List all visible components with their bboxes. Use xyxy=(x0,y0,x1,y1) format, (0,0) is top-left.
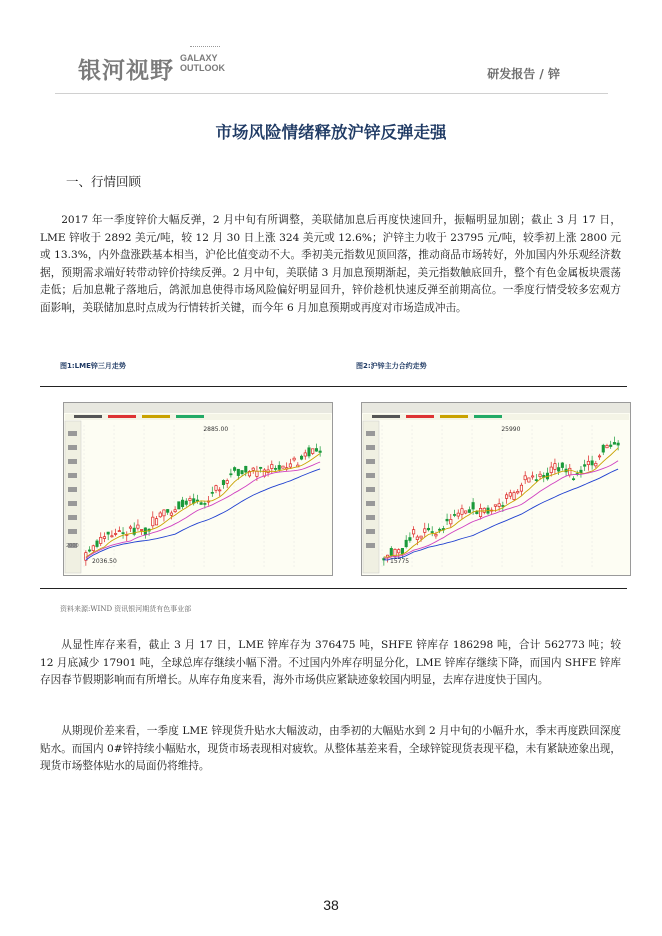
candle-body xyxy=(137,525,139,528)
candle-body xyxy=(420,536,422,538)
legend-swatch xyxy=(142,415,170,418)
paragraph-1: 2017 年一季度锌价大幅反弹，2 月中旬有所调整，美联储加息后再度快速回升，振幅明显加剧；截止 3 月 17 日，LME 锌收于 2892 美元/吨，较 12 月 30 日上涨 324 美元或 12.6%；沪锌主力收于 23795 元/吨，较季初上涨 2800 元或 13.3%，内外盘涨跌基本相当，沪伦比值变动不大。季初美元指数见顶回落，推动商品市场转好，外加国内外乐观经济数据，预期需求端好转带动锌价持续反弹。2 月中旬，美联储 3 月加息预期渐起，美元指数触底回升，整个有色金属板块震荡走低；后加息靴子落地后，鸽派加息使得市场风险偏好明显回升，锌价趁机快速反弹至前期高位。一季度行情受较多宏观方面影响，美联储加息时点成为行情转折关键，而今年 6 月加息预期或再度对市场造成冲击。 xyxy=(40,214,621,314)
candle-body xyxy=(230,474,232,475)
candle-body xyxy=(111,536,113,537)
candle-body xyxy=(587,461,589,464)
candle-body xyxy=(591,461,593,465)
legend-swatch xyxy=(176,415,204,418)
sidebar-glyph xyxy=(366,543,375,548)
candle-body xyxy=(509,493,511,496)
candle-body xyxy=(233,468,235,471)
moving-average-long xyxy=(86,469,320,560)
candle-body xyxy=(256,471,258,476)
candle-body xyxy=(494,505,496,506)
candle-body xyxy=(520,485,522,491)
candle-body xyxy=(535,480,537,481)
sidebar-glyph xyxy=(366,487,375,492)
candle-body xyxy=(245,466,247,472)
sidebar-glyph xyxy=(68,473,77,478)
paragraph-2: 从显性库存来看，截止 3 月 17 日，LME 锌库存为 376475 吨，SHFE 锌库存 186298 吨，合计 562773 吨；较 12 月底减少 17901 吨，全球总库存继续小幅下滑。不过国内外库存明显分化，LME 锌库存继续下降，而国内 SHFE 锌库存因春节假期影响而有所增长。从库存角度来看，海外市场供应紧缺迹象较国内明显，去库存进度快于国内。 xyxy=(40,639,621,687)
page-title: 市场风险情绪释放沪锌反弹走强 xyxy=(215,123,447,142)
candle-body xyxy=(241,471,243,474)
candle-body xyxy=(152,517,154,526)
lme-zinc-chart-svg xyxy=(64,403,332,575)
candle-body xyxy=(502,505,504,506)
candle-body xyxy=(170,513,172,515)
candle-body xyxy=(100,537,102,543)
candle-body xyxy=(479,508,481,516)
candle-body xyxy=(114,533,116,534)
legend-swatch xyxy=(108,415,136,418)
sidebar-glyph xyxy=(68,515,77,520)
candle-body xyxy=(561,463,563,468)
candle-body xyxy=(617,443,619,445)
candle-body xyxy=(122,533,124,534)
candle-body xyxy=(140,529,142,530)
candle-body xyxy=(457,513,459,516)
sidebar-glyph xyxy=(68,529,77,534)
moving-average-short xyxy=(86,454,320,558)
candle-body xyxy=(416,537,418,540)
candle-body xyxy=(409,538,411,541)
candle-body xyxy=(118,531,120,532)
candle-body xyxy=(222,480,224,484)
high-price-label: 2885.00 xyxy=(203,426,229,433)
candle-body xyxy=(550,467,552,473)
logo-cn: 银河视野 xyxy=(78,58,174,84)
candle-body xyxy=(304,453,306,456)
page-number: 38 xyxy=(323,897,339,913)
chart-toolbar xyxy=(64,403,332,413)
candle-body xyxy=(300,456,302,459)
candle-body xyxy=(464,511,466,513)
paragraph-3: 从期现价差来看，一季度 LME 锌现货升贴水大幅波动，由季初的大幅贴水到 2 月中旬的小幅升水，季末再度跌回深度贴水。而国内 0#锌持续小幅贴水，现货市场表现相对疲软。从整体基差来看，全球锌锭现货表现平稳，未有紧缺迹象出现，现货市场整体贴水的局面仍将维持。 xyxy=(40,725,621,773)
figure-1-label: 图1:LME锌三月走势 xyxy=(60,362,126,370)
candle-body xyxy=(524,476,526,480)
sidebar-glyph xyxy=(68,501,77,506)
candle-body xyxy=(513,493,515,500)
moving-average-mid xyxy=(86,462,320,558)
candle-body xyxy=(517,491,519,492)
figure-rule-top xyxy=(40,386,627,387)
sidebar-glyph xyxy=(366,501,375,506)
candle-body xyxy=(308,448,310,456)
candle-body xyxy=(259,467,261,468)
high-price-label: 25990 xyxy=(501,426,521,433)
candle-body xyxy=(204,503,206,504)
section-heading: 一、行情回顾 xyxy=(66,174,142,189)
candle-body xyxy=(178,502,180,509)
figure-2-label: 图2:沪锌主力合约走势 xyxy=(356,362,427,370)
chart-sidebar xyxy=(363,421,379,573)
chart-sidebar xyxy=(65,421,81,573)
candle-body xyxy=(610,445,612,446)
candle-body xyxy=(163,510,165,516)
candle-body xyxy=(453,514,455,515)
source-note: 资料来源:WIND 资讯银河期货有色事业部 xyxy=(60,605,192,613)
candle-body xyxy=(431,532,433,533)
low-price-label: 15775 xyxy=(390,558,410,565)
candle-body xyxy=(461,509,463,515)
candle-body xyxy=(613,442,615,444)
candle-body xyxy=(505,495,507,499)
candle-body xyxy=(606,445,608,447)
candle-body xyxy=(237,469,239,475)
candle-body xyxy=(498,504,500,507)
candle-body xyxy=(274,468,276,469)
candle-body xyxy=(472,503,474,510)
low-price-label: 2036.50 xyxy=(92,558,117,565)
candle-body xyxy=(219,490,221,491)
candle-body xyxy=(103,537,105,539)
legend-swatch xyxy=(440,415,468,418)
sidebar-glyph xyxy=(68,431,77,436)
candle-body xyxy=(293,458,295,460)
candle-body xyxy=(252,468,254,470)
candle-body xyxy=(159,513,161,517)
candle-body xyxy=(401,548,403,553)
candle-body xyxy=(211,492,213,493)
candle-body xyxy=(278,465,280,469)
candle-body xyxy=(88,550,90,551)
moving-average-long xyxy=(384,469,618,560)
chart-toolbar xyxy=(362,403,630,413)
candle-body xyxy=(412,530,414,534)
sidebar-glyph xyxy=(366,529,375,534)
candle-body xyxy=(446,519,448,521)
candle-body xyxy=(424,529,426,533)
sidebar-glyph xyxy=(68,487,77,492)
candle-body xyxy=(554,464,556,470)
candle-body xyxy=(569,468,571,475)
candle-body xyxy=(226,481,228,484)
shfe-zinc-chart-svg xyxy=(362,403,630,575)
candle-body xyxy=(319,451,321,452)
sidebar-glyph xyxy=(366,473,375,478)
candle-body xyxy=(315,449,317,452)
candle-body xyxy=(528,478,530,482)
candle-body xyxy=(557,468,559,472)
sidebar-glyph xyxy=(68,459,77,464)
legend-swatch xyxy=(372,415,400,418)
legend-swatch xyxy=(74,415,102,418)
candle-body xyxy=(129,527,131,528)
legend-swatch xyxy=(406,415,434,418)
candle-body xyxy=(312,449,314,454)
candle-body xyxy=(271,464,273,468)
shfe-zinc-chart xyxy=(361,402,631,576)
candle-body xyxy=(92,546,94,551)
candle-body xyxy=(96,541,98,547)
candle-body xyxy=(166,509,168,512)
candle-body xyxy=(200,503,202,505)
moving-average-short xyxy=(384,448,618,557)
logo-en-line1: GALAXY xyxy=(180,53,218,63)
logo-dots xyxy=(190,46,220,49)
candle-body xyxy=(595,463,597,466)
candle-body xyxy=(531,476,533,477)
candle-body xyxy=(427,528,429,529)
moving-average-mid xyxy=(384,461,618,559)
candle-body xyxy=(598,456,600,457)
candle-body xyxy=(438,529,440,530)
candle-body xyxy=(405,540,407,546)
candle-body xyxy=(583,465,585,467)
candle-body xyxy=(174,510,176,512)
sidebar-glyph xyxy=(366,515,375,520)
candle-body xyxy=(189,498,191,500)
candle-body xyxy=(196,500,198,501)
sidebar-glyph xyxy=(366,431,375,436)
sidebar-glyph xyxy=(68,445,77,450)
candle-body xyxy=(390,548,392,555)
legend-swatch xyxy=(474,415,502,418)
candle-body xyxy=(435,534,437,536)
header-rule xyxy=(55,93,608,94)
candle-body xyxy=(181,500,183,507)
candle-body xyxy=(580,470,582,473)
lme-zinc-chart xyxy=(63,402,333,576)
sidebar-glyph xyxy=(366,459,375,464)
candle-body xyxy=(215,486,217,491)
candle-body xyxy=(468,510,470,513)
candle-body xyxy=(398,550,400,553)
candle-body xyxy=(483,508,485,512)
sidebar-glyph xyxy=(366,445,375,450)
logo-en xyxy=(180,53,225,73)
report-tag: 研发报告 / 锌 xyxy=(487,67,560,81)
candle-body xyxy=(282,466,284,468)
candle-body xyxy=(602,445,604,452)
candle-body xyxy=(539,474,541,476)
candle-body xyxy=(450,519,452,523)
candle-body xyxy=(107,532,109,534)
candle-body xyxy=(289,464,291,467)
axis-value-label: 2000 xyxy=(66,543,79,549)
candle-body xyxy=(572,479,574,480)
figure-rule-bottom xyxy=(40,588,627,589)
candle-body xyxy=(185,501,187,504)
logo-en-line2: OUTLOOK xyxy=(180,63,225,73)
candle-body xyxy=(155,519,157,525)
